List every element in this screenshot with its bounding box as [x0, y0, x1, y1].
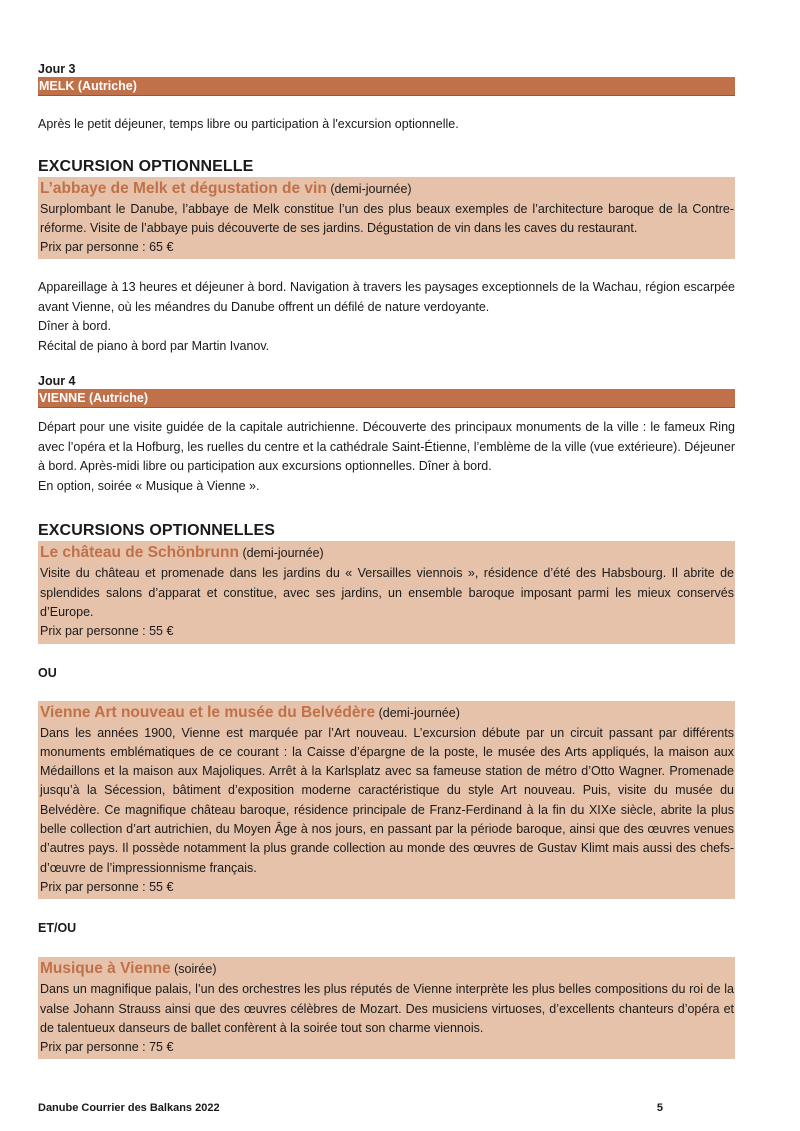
day-intro: Départ pour une visite guidée de la capitale autrichienne. Découverte des principaux monuments de la ville : le fameux Ring avec l’opéra et la Hofburg, les ruelles du centre et la cathédrale Saint-Étienne, l’emblème de la ville (vue extérieure). Déjeuner à bord. Après-midi libre ou participation aux excursions optionnelles. Dîner à bord.	[38, 420, 735, 474]
schedule-line: Appareillage à 13 heures et déjeuner à bord. Navigation à travers les paysages exceptionnels de la Wachau, région escarpée avant Vienne, où les méandres du Danube offrent un défilé de nature verdoyante.	[38, 280, 735, 314]
excursion-name: L’abbaye de Melk et dégustation de vin	[40, 179, 327, 197]
schedule-line: Récital de piano à bord par Martin Ivanov.	[38, 338, 270, 353]
separator-label: ET/OU	[38, 921, 77, 936]
excursion-title	[40, 958, 734, 980]
excursion-box	[38, 701, 735, 900]
excursion-name: Musique à Vienne	[40, 960, 171, 978]
excursion-text: Visite du château et promenade dans les jardins du « Versailles viennois », résidence d’été des Habsbourg. Il abrite de splendides salons d’apparat et constitue, avec ses jardins, un ensemble baroque imposant parmi les mieux conservés d’Europe.	[40, 566, 734, 619]
excursion-box	[38, 177, 735, 260]
schedule-line: Dîner à bord.	[38, 319, 111, 334]
excursion-text: Dans les années 1900, Vienne est marquée par l’Art nouveau. L’excursion débute par un circuit passant par différents monuments emblématiques de ce courant : la Caisse d’épargne de la poste, le musée des Arts appliqués, la maison aux Médaillons et la maison aux Majoliques. Arrêt à la Karlsplatz avec sa fameuse station de métro d’Otto Wagner. Promenade jusqu’à la Sécession, bâtiment d’exposition moderne caractéristique du style Art nouveau. Puis, visite du musée du Belvédère. Ce magnifique château baroque, résidence principale de Franz-Ferdinand à la fin du XIXe siècle, abrite la plus belle collection d’art autrichien, du Moyen Âge à nos jours, en passant par la période baroque, ainsi que des œuvres venues d’autres pays. Il possède notamment la plus grande collection au monde des œuvres de Gustav Klimt mais aussi des chefs-d’œuvre de l’impressionnisme français.	[40, 725, 734, 875]
excursion-title	[40, 178, 734, 200]
excursion-duration: (demi-journée)	[330, 181, 412, 196]
day-intro: Après le petit déjeuner, temps libre ou participation à l'excursion optionnelle.	[38, 117, 459, 131]
day-schedule	[38, 278, 735, 356]
excursion-box	[38, 541, 735, 643]
excursion-title	[40, 542, 734, 564]
excursion-box	[38, 957, 735, 1059]
excursion-name: Vienne Art nouveau et le musée du Belvédère	[40, 703, 376, 721]
day-option: En option, soirée « Musique à Vienne ».	[38, 478, 260, 493]
excursion-price: Prix par personne : 55 €	[40, 624, 174, 639]
day-label: Jour 4	[38, 374, 76, 389]
excursion-price: Prix par personne : 65 €	[40, 240, 174, 255]
excursion-price: Prix par personne : 55 €	[40, 879, 174, 894]
separator-label: OU	[38, 665, 57, 680]
section-title: EXCURSION OPTIONNELLE	[38, 157, 254, 175]
day-destination-bar: VIENNE (Autriche)	[38, 389, 735, 408]
excursion-duration: (soirée)	[174, 962, 217, 977]
footer-title: Danube Courrier des Balkans 2022	[38, 1102, 220, 1114]
document-page	[38, 62, 735, 1059]
page-number: 5	[656, 1102, 663, 1114]
excursion-text: Dans un magnifique palais, l’un des orchestres les plus réputés de Vienne interprète les plus belles compositions du roi de la valse Johann Strauss ainsi que des œuvres célèbres de Mozart. Des musiciens virtuoses, d’excellents chanteurs d’opéra et de talentueux danseurs de ballet confèrent à la soirée tout son charme viennois.	[40, 982, 734, 1035]
excursion-price: Prix par personne : 75 €	[40, 1040, 174, 1055]
page-footer	[38, 1102, 663, 1114]
excursion-title	[40, 702, 734, 724]
day-label: Jour 3	[38, 62, 76, 76]
excursion-text: Surplombant le Danube, l’abbaye de Melk constitue l’un des plus beaux exemples de l’architecture baroque de la Contre-réforme. Visite de l’abbaye puis découverte de ses jardins. Dégustation de vin dans les caves du restaurant.	[40, 201, 734, 235]
section-title: EXCURSIONS OPTIONNELLES	[38, 522, 275, 540]
excursion-duration: (demi-journée)	[242, 546, 324, 561]
excursion-name: Le château de Schönbrunn	[40, 544, 239, 562]
day-destination-bar: MELK (Autriche)	[38, 77, 735, 96]
excursion-duration: (demi-journée)	[378, 705, 460, 720]
